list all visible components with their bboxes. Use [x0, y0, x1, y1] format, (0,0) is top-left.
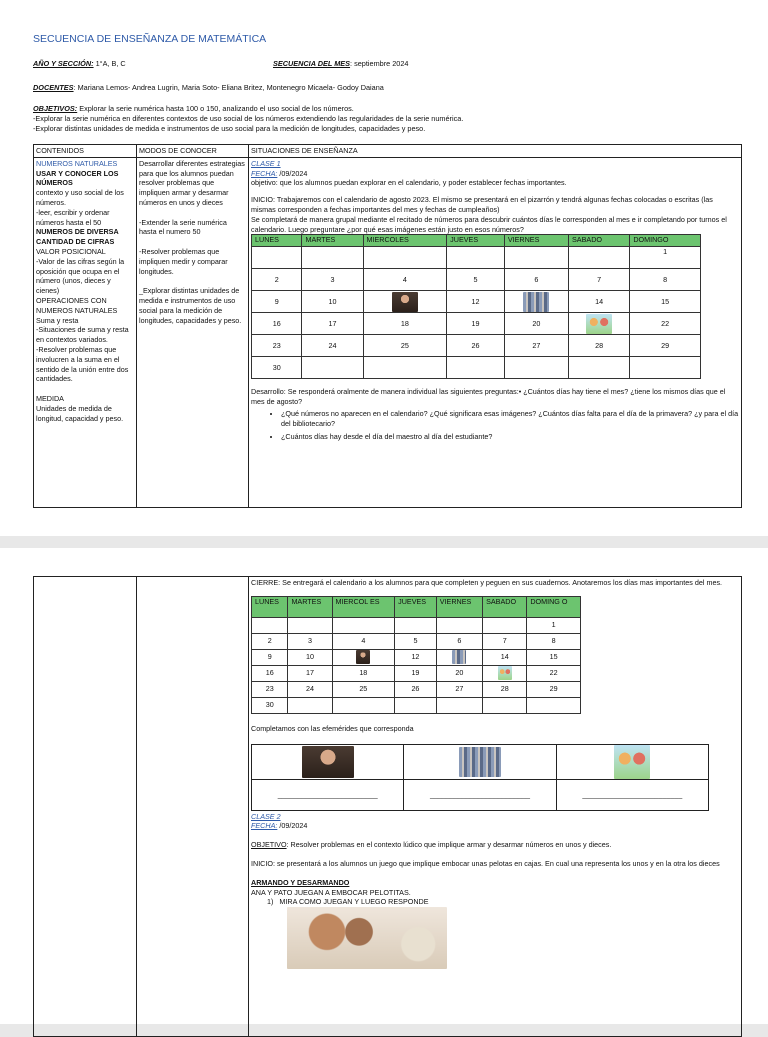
calendar-week-row	[252, 697, 581, 713]
efemeride-cell-1	[252, 744, 404, 779]
calendar-day-cell	[363, 247, 447, 269]
calendar-day-cell	[302, 247, 363, 269]
calendar-day-cell	[504, 291, 568, 313]
game-text: ANA Y PATO JUEGAN A EMBOCAR PELOTITAS.	[251, 887, 411, 897]
contenido-item: OPERACIONES CON NUMEROS NATURALES	[36, 295, 118, 315]
calendar-day-cell: 10	[288, 649, 332, 665]
calendar-day-header: VIERNES	[436, 596, 482, 617]
calendar-day-cell	[332, 697, 395, 713]
calendar-agosto	[251, 234, 701, 379]
calendar-day-cell	[630, 357, 701, 379]
calendar-day-cell	[395, 617, 437, 633]
document-title: SECUENCIA DE ENSEÑANZA DE MATEMÁTICA	[33, 33, 267, 45]
efemeride-cell-3	[556, 744, 708, 779]
clase1-fecha-label: FECHA:	[251, 168, 278, 178]
calendar-day-cell: 7	[569, 269, 630, 291]
planning-table-continued	[33, 576, 742, 1037]
calendar-day-cell: 16	[252, 313, 302, 335]
calendar-day-cell: 14	[483, 649, 527, 665]
calendar-day-cell: 5	[395, 633, 437, 649]
clase2-fecha-label: FECHA:	[251, 821, 278, 831]
clase2-label: CLASE 2	[251, 811, 281, 821]
calendar-week-row	[252, 665, 581, 681]
contenido-item: Unidades de medida de longitud, capacidad y peso.	[36, 403, 124, 423]
objetivos-block	[33, 104, 733, 134]
calendar-week-row	[252, 357, 701, 379]
contenido-item: contexto y uso social de los números.	[36, 188, 124, 207]
anio-value: 1°A, B, C	[93, 59, 126, 68]
calendar-day-cell	[436, 649, 482, 665]
contenidos-list	[36, 159, 134, 424]
docentes-label: DOCENTES	[33, 83, 74, 92]
contenido-item: NUMEROS DE DIVERSA CANTIDAD DE CIFRAS	[36, 227, 119, 247]
calendar-week-row	[252, 269, 701, 291]
step-text: MIRA COMO JUEGAN Y LUEGO RESPONDE	[279, 897, 429, 907]
clase2-objetivo: : Resolver problemas en el contexto lúdico que implique armar y desarmar números en unos y dieces.	[286, 840, 612, 850]
calendar-day-cell: 19	[395, 665, 437, 681]
objetivo-3: -Explorar distintas unidades de medida e instrumentos de uso social para la medición de longitudes, capacidades y peso.	[33, 124, 426, 133]
calendar-day-cell: 12	[395, 649, 437, 665]
clase1-label: CLASE 1	[251, 158, 281, 168]
clase1-objetivo: objetivo: que los alumnos puedan explorar en el calendario, y poder establecer fechas importantes.	[251, 178, 567, 188]
calendar-day-cell	[332, 617, 395, 633]
question-item: • ¿Cuántos días hay desde el día del maestro al día del estudiante?	[281, 432, 739, 442]
calendar-week-row	[252, 247, 701, 269]
col-header-modos: MODOS DE CONOCER	[137, 145, 249, 158]
game-illustration	[287, 907, 447, 969]
calendar-day-cell	[447, 247, 505, 269]
calendar-week-row	[252, 291, 701, 313]
modo-4: _Explorar distintas unidades de medida e instrumentos de uso social para la medición de longitudes, capacidades y peso.	[139, 286, 242, 325]
objetivo-2: -Explorar la serie numérica en diferentes contextos de uso social de los números extendiendo las regularidades de la serie numérica.	[33, 114, 464, 123]
calendar-day-cell: 24	[288, 681, 332, 697]
clase2-objetivo-label: OBJETIVO	[251, 840, 287, 850]
calendar-day-cell	[363, 357, 447, 379]
calendar-day-cell: 9	[252, 291, 302, 313]
calendar-day-cell	[483, 697, 527, 713]
calendar-day-cell	[569, 357, 630, 379]
calendar-day-cell: 23	[252, 681, 288, 697]
calendar-day-header: LUNES	[252, 596, 288, 617]
modo-3: -Resolver problemas que impliquen medir y comparar longitudes.	[139, 246, 228, 276]
kids-image	[498, 666, 512, 680]
calendar-day-cell	[504, 247, 568, 269]
contenido-item: -Situaciones de suma y resta en contextos variados.	[36, 325, 129, 345]
calendar-day-cell: 1	[630, 247, 701, 269]
mes-value: : septiembre 2024	[350, 59, 409, 68]
calendar-day-cell: 27	[436, 681, 482, 697]
calendar-day-header: MARTES	[288, 596, 332, 617]
situaciones-cell-continued	[249, 577, 742, 1037]
calendar-day-header: JUEVES	[447, 235, 505, 247]
contenido-item: -Resolver problemas que involucren a la suma en el sentido de la unión entre dos cantidades.	[36, 344, 129, 384]
calendar-day-cell: 22	[630, 313, 701, 335]
calendar-day-cell: 29	[527, 681, 581, 697]
situaciones-cell	[249, 157, 742, 507]
modos-cell-empty	[137, 577, 249, 1037]
calendar-day-cell	[569, 247, 630, 269]
calendar-day-cell: 23	[252, 335, 302, 357]
contenido-item	[36, 384, 134, 394]
armando-title: ARMANDO Y DESARMANDO	[251, 877, 350, 887]
contenido-item: Suma y resta	[36, 315, 79, 325]
calendar-day-cell	[363, 291, 447, 313]
efemeride-blank-1[interactable]: _________________________	[252, 779, 404, 810]
calendar-day-cell: 25	[332, 681, 395, 697]
calendar-week-row	[252, 649, 581, 665]
contenido-item: NUMEROS NATURALES	[36, 158, 118, 168]
calendar-day-cell	[504, 357, 568, 379]
portrait-image	[392, 292, 418, 312]
calendar-day-cell: 4	[363, 269, 447, 291]
calendar-day-cell: 10	[302, 291, 363, 313]
calendar-day-header: MIERCOLES	[363, 235, 447, 247]
calendar-day-cell: 15	[527, 649, 581, 665]
calendar-day-cell: 3	[302, 269, 363, 291]
mes-label: SECUENCIA DEL MES	[273, 59, 351, 68]
objetivos-label: OBJETIVOS:	[33, 104, 78, 113]
calendar-day-cell	[483, 617, 527, 633]
desarrollo-questions	[281, 409, 739, 441]
calendar-day-cell: 30	[252, 357, 302, 379]
calendar-week-row	[252, 313, 701, 335]
cierre-text: CIERRE: Se entregará el calendario a los alumnos para que completen y peguen en sus cuadernos. Anotaremos los días mas importantes del mes.	[251, 578, 723, 587]
calendar-day-cell: 18	[363, 313, 447, 335]
books-image	[452, 650, 466, 664]
calendar-day-cell: 20	[504, 313, 568, 335]
calendar-day-cell	[302, 357, 363, 379]
calendar-day-cell	[395, 697, 437, 713]
calendar-day-cell: 28	[483, 681, 527, 697]
modo-2: -Extender la serie numérica hasta el numero 50	[139, 217, 227, 237]
calendar-day-cell: 25	[363, 335, 447, 357]
clase2-fecha-value: /09/2024	[277, 821, 308, 831]
calendar-day-cell: 7	[483, 633, 527, 649]
calendar-day-header: DOMINGO	[630, 235, 701, 247]
calendar-week-row	[252, 617, 581, 633]
col-header-contenidos: CONTENIDOS	[34, 145, 137, 158]
calendar-week-row	[252, 633, 581, 649]
calendar-day-cell: 2	[252, 633, 288, 649]
calendar-day-cell: 15	[630, 291, 701, 313]
docentes-value: : Mariana Lemos- Andrea Lugrin, Maria Soto- Eliana Britez, Montenegro Micaela- Godoy Daiana	[73, 83, 384, 92]
calendar-day-cell	[436, 697, 482, 713]
step-number: 1)	[267, 897, 274, 907]
calendar-alumnos	[251, 596, 581, 714]
calendar-day-cell: 8	[527, 633, 581, 649]
portrait-image	[356, 650, 370, 664]
calendar-day-cell: 6	[436, 633, 482, 649]
calendar-day-cell	[332, 649, 395, 665]
calendar-day-cell: 16	[252, 665, 288, 681]
calendar-day-cell	[288, 617, 332, 633]
calendar-day-cell: 4	[332, 633, 395, 649]
calendar-day-cell	[288, 697, 332, 713]
modos-cell	[137, 157, 249, 507]
contenido-item: USAR Y CONOCER LOS NÚMEROS	[36, 168, 119, 188]
efemerides-title: Completamos con las efemérides que corresponda	[251, 723, 414, 733]
calendar-day-cell: 2	[252, 269, 302, 291]
kids-image	[586, 314, 612, 334]
docentes-line	[33, 83, 384, 92]
calendar-day-cell: 17	[288, 665, 332, 681]
contenido-item: -Valor de las cifras según la oposición que ocupa en el número (unos, dieces y cienes)	[36, 256, 125, 296]
efemerides-table	[251, 744, 709, 811]
clase2-inicio: INICIO: se presentará a los alumnos un juego que implique embocar unas pelotas en cajas. En cual una representa los unos y en la otra los dieces	[251, 858, 720, 868]
calendar-day-cell	[252, 617, 288, 633]
calendar-day-header: DOMING O	[527, 596, 581, 617]
calendar-day-cell: 29	[630, 335, 701, 357]
clase1-inicio2: Se completará de manera grupal mediante el recitado de números para descubrir cuántos días le corresponden al mes e ir completando por turnos el calendario. Luego preguntare ¿por qué esas imágenes están justo en esos números?	[251, 214, 727, 234]
calendar-day-cell: 28	[569, 335, 630, 357]
calendar-day-cell: 19	[447, 313, 505, 335]
efemeride-blank-2[interactable]: _________________________	[404, 779, 556, 810]
efemeride-blank-3[interactable]: _________________________	[556, 779, 708, 810]
contenido-item: VALOR POSICIONAL	[36, 246, 106, 256]
question-item: • ¿Qué números no aparecen en el calendario? ¿Qué significara esas imágenes? ¿Cuántos días falta para el día de la primavera? ¿y para el día del bibliotecario?	[281, 409, 739, 429]
calendar-day-cell	[252, 247, 302, 269]
calendar-day-cell: 14	[569, 291, 630, 313]
calendar-day-cell	[483, 665, 527, 681]
planning-table	[33, 144, 742, 508]
contenido-item: -leer, escribir y ordenar números hasta el 50	[36, 207, 110, 227]
calendar-day-cell: 8	[630, 269, 701, 291]
books-image	[523, 292, 549, 312]
clase1-desarrollo: Desarrollo: Se responderá oralmente de manera individual las siguientes preguntas:• ¿Cuántos días hay tiene el mes? ¿tiene los mismos días que el mes de agosto?	[251, 387, 726, 407]
calendar-day-cell: 18	[332, 665, 395, 681]
calendar-day-cell: 5	[447, 269, 505, 291]
calendar-day-cell: 26	[395, 681, 437, 697]
contenidos-cell-empty	[34, 577, 137, 1037]
portrait-image	[302, 746, 354, 778]
calendar-week-row	[252, 681, 581, 697]
clase1-inicio: INICIO: Trabajaremos con el calendario de agosto 2023. El mismo se presentará en el pizarrón y tendrá algunas fechas colocadas o escritas (las mismas corresponden a fechas importantes del mes y fechas de cumpleaños)	[251, 195, 713, 214]
document-page-2	[0, 548, 768, 1024]
calendar-day-header: SABADO	[569, 235, 630, 247]
calendar-day-cell: 26	[447, 335, 505, 357]
calendar-day-cell: 20	[436, 665, 482, 681]
calendar-day-header: JUEVES	[395, 596, 437, 617]
calendar-day-header: MIERCOL ES	[332, 596, 395, 617]
calendar-day-cell: 6	[504, 269, 568, 291]
calendar-day-cell: 24	[302, 335, 363, 357]
anio-label: AÑO Y SECCIÓN:	[33, 59, 94, 68]
modo-1: Desarrollar diferentes estrategias para que los alumnos puedan resolver problemas que impliquen armar y desarmar números en unos y dieces	[139, 158, 245, 207]
calendar-day-cell: 17	[302, 313, 363, 335]
objetivo-1: Explorar la serie numérica hasta 100 o 150, analizando el uso social de los números.	[77, 104, 354, 113]
calendar-day-cell: 1	[527, 617, 581, 633]
calendar-day-header: LUNES	[252, 235, 302, 247]
kids-image	[614, 745, 650, 779]
calendar-day-cell	[447, 357, 505, 379]
calendar-day-cell	[569, 313, 630, 335]
calendar-day-cell: 9	[252, 649, 288, 665]
calendar-day-cell: 22	[527, 665, 581, 681]
calendar-day-cell	[436, 617, 482, 633]
clase1-fecha-value: /09/2024	[277, 168, 308, 178]
calendar-day-header: SABADO	[483, 596, 527, 617]
contenidos-cell	[34, 157, 137, 507]
col-header-situaciones: SITUACIONES DE ENSEÑANZA	[249, 145, 742, 158]
calendar-day-cell: 3	[288, 633, 332, 649]
calendar-day-cell: 12	[447, 291, 505, 313]
anio-seccion-line	[33, 59, 126, 68]
books-image	[459, 747, 501, 777]
calendar-week-row	[252, 335, 701, 357]
calendar-day-cell: 27	[504, 335, 568, 357]
calendar-day-cell	[527, 697, 581, 713]
calendar-day-header: VIERNES	[504, 235, 568, 247]
secuencia-mes-line	[273, 59, 408, 68]
efemeride-cell-2	[404, 744, 556, 779]
contenido-item: MEDIDA	[36, 394, 64, 404]
calendar-day-cell: 30	[252, 697, 288, 713]
calendar-day-header: MARTES	[302, 235, 363, 247]
